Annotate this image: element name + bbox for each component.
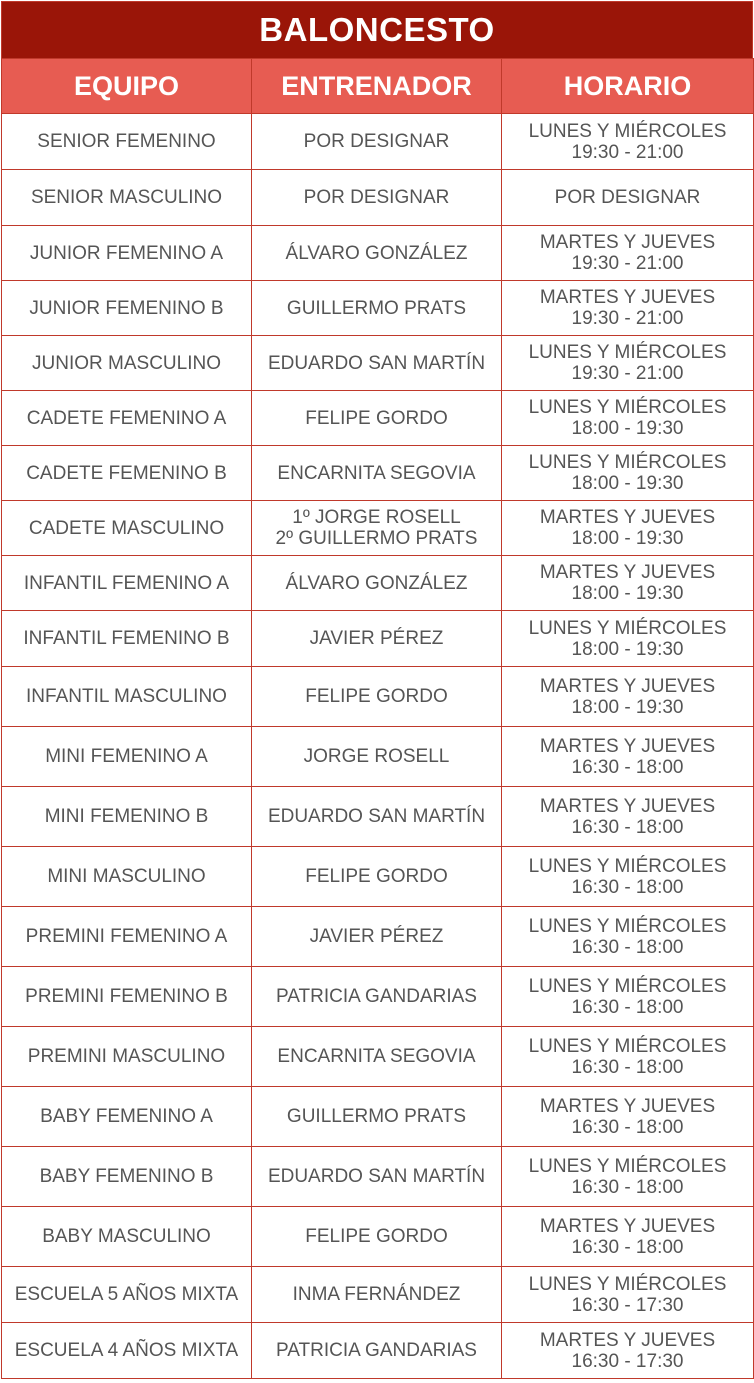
schedule-days: MARTES Y JUEVES bbox=[539, 1095, 716, 1117]
coach-line: POR DESIGNAR bbox=[303, 187, 450, 208]
schedule-cell bbox=[502, 391, 754, 446]
schedule-time: 16:30 - 18:00 bbox=[571, 876, 684, 898]
header-team: EQUIPO bbox=[2, 59, 252, 114]
header-schedule: HORARIO bbox=[502, 59, 754, 114]
team-cell: ESCUELA 5 AÑOS MIXTA bbox=[2, 1267, 252, 1323]
team-cell: CADETE MASCULINO bbox=[2, 501, 252, 556]
schedule-time: 19:30 - 21:00 bbox=[571, 363, 684, 384]
table-row bbox=[2, 336, 754, 391]
schedule-cell bbox=[502, 967, 754, 1027]
schedule-cell bbox=[502, 226, 754, 281]
coach-line: JAVIER PÉREZ bbox=[309, 926, 444, 947]
team-cell: SENIOR MASCULINO bbox=[2, 170, 252, 226]
schedule-cell bbox=[502, 1147, 754, 1207]
schedule-cell bbox=[502, 1267, 754, 1323]
schedule-time: 19:30 - 21:00 bbox=[571, 308, 684, 329]
table-row bbox=[2, 611, 754, 667]
schedule-days: LUNES Y MIÉRCOLES bbox=[528, 1155, 727, 1177]
coach-cell bbox=[252, 1207, 502, 1267]
table-row bbox=[2, 281, 754, 336]
schedule-cell bbox=[502, 667, 754, 727]
coach-cell bbox=[252, 170, 502, 226]
coach-line: ÁLVARO GONZÁLEZ bbox=[285, 242, 468, 264]
schedule-days: MARTES Y JUEVES bbox=[539, 287, 716, 308]
coach-line: GUILLERMO PRATS bbox=[286, 1106, 467, 1127]
coach-line: ENCARNITA SEGOVIA bbox=[277, 462, 476, 484]
schedule-cell bbox=[502, 501, 754, 556]
schedule-days: LUNES Y MIÉRCOLES bbox=[528, 1035, 727, 1057]
schedule-cell bbox=[502, 114, 754, 170]
schedule-days: MARTES Y JUEVES bbox=[539, 1329, 716, 1351]
schedule-time: 18:00 - 19:30 bbox=[571, 528, 684, 549]
team-cell: CADETE FEMENINO A bbox=[2, 391, 252, 446]
team-cell: BABY FEMENINO A bbox=[2, 1087, 252, 1147]
table-row bbox=[2, 1207, 754, 1267]
schedule-days: LUNES Y MIÉRCOLES bbox=[528, 855, 727, 877]
table-row bbox=[2, 446, 754, 501]
table-row bbox=[2, 967, 754, 1027]
schedule-cell bbox=[502, 556, 754, 611]
coach-cell bbox=[252, 446, 502, 501]
schedule-days: LUNES Y MIÉRCOLES bbox=[528, 452, 727, 473]
schedule-days: LUNES Y MIÉRCOLES bbox=[528, 342, 727, 363]
schedule-cell bbox=[502, 611, 754, 667]
coach-line: ÁLVARO GONZÁLEZ bbox=[285, 572, 468, 594]
schedule-sheet bbox=[1, 1, 753, 1379]
coach-line: FELIPE GORDO bbox=[305, 407, 448, 429]
schedule-cell bbox=[502, 1323, 754, 1379]
schedule-cell bbox=[502, 727, 754, 787]
schedule-days: MARTES Y JUEVES bbox=[539, 232, 716, 253]
coach-cell bbox=[252, 1087, 502, 1147]
schedule-days: LUNES Y MIÉRCOLES bbox=[528, 1273, 727, 1295]
team-cell: JUNIOR FEMENINO A bbox=[2, 226, 252, 281]
team-cell: CADETE FEMENINO B bbox=[2, 446, 252, 501]
schedule-time: 16:30 - 18:00 bbox=[571, 756, 684, 778]
coach-cell bbox=[252, 1267, 502, 1323]
coach-line: EDUARDO SAN MARTÍN bbox=[267, 352, 486, 374]
schedule-days: MARTES Y JUEVES bbox=[539, 562, 716, 583]
schedule-cell bbox=[502, 907, 754, 967]
coach-line: JORGE ROSELL bbox=[303, 746, 450, 767]
table-row bbox=[2, 1323, 754, 1379]
schedule-cell bbox=[502, 1207, 754, 1267]
schedule-time: 19:30 - 21:00 bbox=[571, 253, 684, 274]
table-row bbox=[2, 114, 754, 170]
schedule-days: LUNES Y MIÉRCOLES bbox=[528, 120, 727, 142]
schedule-days: MARTES Y JUEVES bbox=[539, 507, 716, 528]
table-row bbox=[2, 727, 754, 787]
schedule-time: 16:30 - 18:00 bbox=[571, 936, 684, 958]
coach-line: ENCARNITA SEGOVIA bbox=[277, 1046, 476, 1067]
coach-cell bbox=[252, 727, 502, 787]
schedule-days: MARTES Y JUEVES bbox=[539, 1215, 716, 1237]
coach-cell bbox=[252, 1027, 502, 1087]
header-row bbox=[2, 59, 754, 114]
table-row bbox=[2, 667, 754, 727]
schedule-time: 16:30 - 17:30 bbox=[571, 1294, 684, 1316]
schedule-time: 18:00 - 19:30 bbox=[571, 583, 684, 604]
schedule-cell bbox=[502, 281, 754, 336]
schedule-cell bbox=[502, 847, 754, 907]
table-row bbox=[2, 391, 754, 446]
team-cell: SENIOR FEMENINO bbox=[2, 114, 252, 170]
schedule-time: 16:30 - 18:00 bbox=[571, 1236, 684, 1258]
table-row bbox=[2, 1147, 754, 1207]
schedule-cell bbox=[502, 787, 754, 847]
coach-cell bbox=[252, 281, 502, 336]
team-cell: ESCUELA 4 AÑOS MIXTA bbox=[2, 1323, 252, 1379]
coach-line: GUILLERMO PRATS bbox=[286, 297, 467, 319]
coach-line: PATRICIA GANDARIAS bbox=[276, 1340, 477, 1361]
schedule-days: MARTES Y JUEVES bbox=[539, 675, 716, 697]
coach-line: EDUARDO SAN MARTÍN bbox=[267, 806, 486, 827]
schedule-cell bbox=[502, 336, 754, 391]
schedule-table bbox=[1, 58, 754, 1379]
coach-line: 2º GUILLERMO PRATS bbox=[275, 528, 478, 549]
coach-cell bbox=[252, 787, 502, 847]
schedule-time: 18:00 - 19:30 bbox=[571, 696, 684, 718]
coach-line: INMA FERNÁNDEZ bbox=[292, 1284, 461, 1305]
schedule-time: 16:30 - 18:00 bbox=[571, 996, 684, 1018]
coach-cell bbox=[252, 907, 502, 967]
schedule-days: POR DESIGNAR bbox=[554, 187, 701, 208]
coach-cell bbox=[252, 967, 502, 1027]
schedule-days: LUNES Y MIÉRCOLES bbox=[528, 397, 727, 418]
team-cell: BABY FEMENINO B bbox=[2, 1147, 252, 1207]
team-cell: INFANTIL FEMENINO A bbox=[2, 556, 252, 611]
coach-cell bbox=[252, 114, 502, 170]
schedule-cell bbox=[502, 1087, 754, 1147]
coach-line: JAVIER PÉREZ bbox=[309, 628, 444, 649]
team-cell: PREMINI FEMENINO B bbox=[2, 967, 252, 1027]
coach-line: PATRICIA GANDARIAS bbox=[276, 986, 477, 1007]
table-row bbox=[2, 1087, 754, 1147]
team-cell: JUNIOR FEMENINO B bbox=[2, 281, 252, 336]
schedule-days: MARTES Y JUEVES bbox=[539, 735, 716, 757]
coach-line: 1º JORGE ROSELL bbox=[292, 507, 461, 528]
coach-cell bbox=[252, 226, 502, 281]
table-row bbox=[2, 226, 754, 281]
team-cell: PREMINI FEMENINO A bbox=[2, 907, 252, 967]
table-row bbox=[2, 787, 754, 847]
coach-line: EDUARDO SAN MARTÍN bbox=[267, 1166, 486, 1187]
table-row bbox=[2, 1027, 754, 1087]
coach-cell bbox=[252, 667, 502, 727]
schedule-time: 16:30 - 17:30 bbox=[571, 1350, 684, 1372]
coach-cell bbox=[252, 556, 502, 611]
sport-title: BALONCESTO bbox=[1, 1, 753, 58]
coach-cell bbox=[252, 1147, 502, 1207]
schedule-time: 18:00 - 19:30 bbox=[571, 418, 684, 439]
table-row bbox=[2, 907, 754, 967]
coach-line: FELIPE GORDO bbox=[305, 686, 448, 707]
team-cell: MINI FEMENINO B bbox=[2, 787, 252, 847]
coach-line: POR DESIGNAR bbox=[303, 131, 450, 152]
coach-cell bbox=[252, 501, 502, 556]
schedule-time: 16:30 - 18:00 bbox=[571, 816, 684, 838]
schedule-days: MARTES Y JUEVES bbox=[539, 795, 716, 817]
schedule-days: LUNES Y MIÉRCOLES bbox=[528, 975, 727, 997]
team-cell: JUNIOR MASCULINO bbox=[2, 336, 252, 391]
coach-cell bbox=[252, 336, 502, 391]
schedule-time: 16:30 - 18:00 bbox=[571, 1056, 684, 1078]
team-cell: MINI FEMENINO A bbox=[2, 727, 252, 787]
coach-line: FELIPE GORDO bbox=[305, 1226, 448, 1247]
schedule-days: LUNES Y MIÉRCOLES bbox=[528, 915, 727, 937]
table-row bbox=[2, 847, 754, 907]
schedule-time: 19:30 - 21:00 bbox=[571, 141, 684, 163]
table-row bbox=[2, 501, 754, 556]
schedule-cell bbox=[502, 170, 754, 226]
schedule-time: 18:00 - 19:30 bbox=[571, 473, 684, 494]
team-cell: INFANTIL FEMENINO B bbox=[2, 611, 252, 667]
team-cell: INFANTIL MASCULINO bbox=[2, 667, 252, 727]
header-coach: ENTRENADOR bbox=[252, 59, 502, 114]
coach-cell bbox=[252, 1323, 502, 1379]
schedule-days: LUNES Y MIÉRCOLES bbox=[528, 617, 727, 639]
team-cell: PREMINI MASCULINO bbox=[2, 1027, 252, 1087]
team-cell: BABY MASCULINO bbox=[2, 1207, 252, 1267]
table-row bbox=[2, 170, 754, 226]
table-body bbox=[2, 114, 754, 1379]
coach-cell bbox=[252, 391, 502, 446]
table-row bbox=[2, 556, 754, 611]
schedule-cell bbox=[502, 446, 754, 501]
coach-cell bbox=[252, 847, 502, 907]
coach-line: FELIPE GORDO bbox=[305, 866, 448, 887]
schedule-time: 16:30 - 18:00 bbox=[571, 1116, 684, 1138]
schedule-cell bbox=[502, 1027, 754, 1087]
schedule-time: 18:00 - 19:30 bbox=[571, 638, 684, 660]
coach-cell bbox=[252, 611, 502, 667]
schedule-time: 16:30 - 18:00 bbox=[571, 1176, 684, 1198]
table-row bbox=[2, 1267, 754, 1323]
team-cell: MINI MASCULINO bbox=[2, 847, 252, 907]
